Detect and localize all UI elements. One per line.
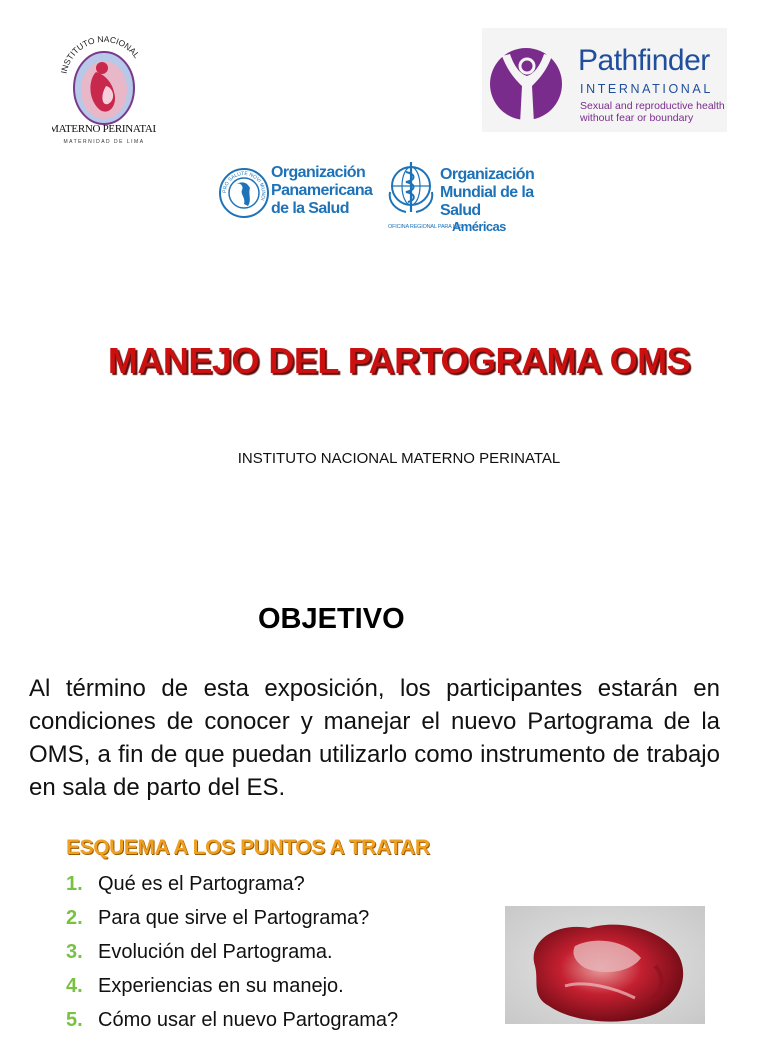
esquema-heading: ESQUEMA A LOS PUNTOS A TRATAR [66, 836, 430, 859]
pathfinder-logo [482, 28, 727, 132]
list-item-text: Evolución del Partograma. [98, 941, 333, 963]
pathfinder-tagline-1: Sexual and reproductive health [580, 100, 725, 112]
points-list [66, 872, 398, 1042]
list-item-text: Cómo usar el nuevo Partograma? [98, 1009, 399, 1031]
inmp-sub-text: MATERNIDAD DE LIMA [63, 139, 145, 145]
list-item [66, 974, 398, 1008]
oms-line-2: Mundial de la Salud [440, 184, 534, 219]
ops-seal-text: PRO SALUTE NOVI MUNDI [221, 170, 267, 202]
pathfinder-name: Pathfinder [578, 44, 710, 77]
pathfinder-figure-icon [482, 28, 572, 132]
inmp-arc-text: INSTITUTO NACIONAL [58, 33, 142, 75]
list-item [66, 872, 398, 906]
oms-logo [386, 152, 566, 238]
pathfinder-international: INTERNATIONAL [580, 82, 713, 96]
objetivo-paragraph: Al término de esta exposición, los participantes estarán en condiciones de conocer y manejar el nuevo Partograma de la OMS, a fin de que puedan utilizarlo como instrumento de trabajo en sala de parto del ES. [29, 675, 720, 801]
inmp-logo [52, 28, 156, 148]
oms-regional-text: OFICINA REGIONAL PARA LAS [388, 224, 463, 230]
ops-logo [218, 160, 378, 226]
inmp-main-text: MATERNO PERINATAL [52, 123, 156, 135]
list-item [66, 1008, 398, 1042]
oms-americas-text: Américas [452, 219, 506, 234]
list-item-text: Experiencias en su manejo. [98, 975, 344, 997]
list-item-text: Qué es el Partograma? [98, 873, 305, 895]
list-item-number: 4. [66, 975, 83, 997]
pathfinder-tagline-2: without fear or boundary [580, 112, 694, 124]
who-emblem-icon [386, 152, 438, 222]
ops-line-1: Organización [271, 164, 366, 181]
page-subtitle: INSTITUTO NACIONAL MATERNO PERINATAL [237, 450, 561, 467]
tissue-photo [505, 906, 705, 1024]
list-item-text: Para que sirve el Partograma? [98, 907, 370, 929]
ops-line-3: de la Salud [271, 200, 349, 217]
list-item-number: 3. [66, 941, 83, 963]
oms-line-1: Organización [440, 166, 535, 183]
ops-seal-icon [218, 160, 270, 226]
list-item-number: 2. [66, 907, 83, 929]
page-title: MANEJO DEL PARTOGRAMA OMS [107, 340, 691, 381]
objetivo-heading: OBJETIVO [258, 603, 405, 635]
list-item-number: 1. [66, 873, 83, 895]
list-item [66, 906, 398, 940]
tissue-photo-image [505, 906, 705, 1024]
list-item-number: 5. [66, 1009, 83, 1031]
inmp-emblem [52, 28, 156, 148]
ops-line-2: Panamericana [271, 182, 373, 199]
list-item [66, 940, 398, 974]
